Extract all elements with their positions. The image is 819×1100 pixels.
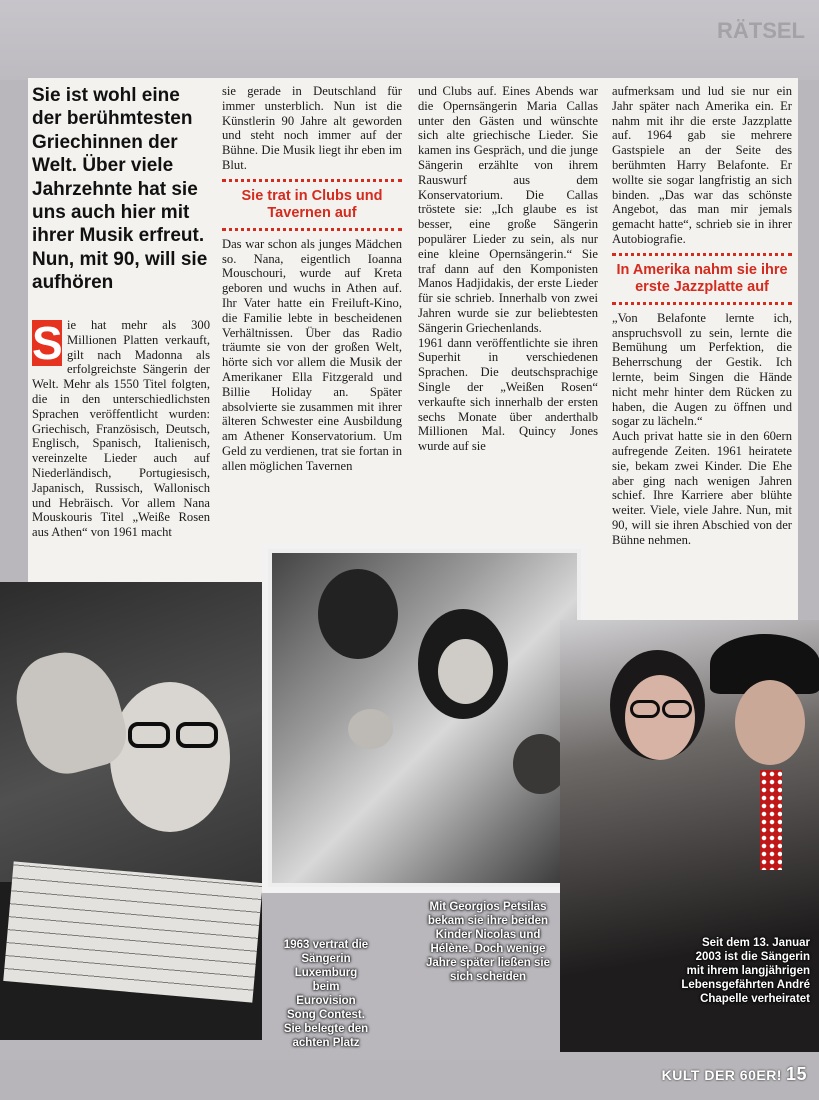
page-folio <box>662 1064 807 1085</box>
page-number: 15 <box>785 1064 807 1084</box>
caption-eurovision: 1963 vertrat die Sängerin Luxemburg beim Eurovision Song Contest. Sie belegte den achten Platz <box>283 939 369 1049</box>
column-3-text-2: 1961 dann veröffentlichte sie ihren Superhit in verschiedenen Sprachen. Die deutschsprachige Single der „Weißen Rosen“ verkaufte sich innerhalb der ersten sechs Monate über anderthalb Millionen Mal. Quincy Jones wurde auf sie <box>418 335 598 454</box>
subhead-amerika: In Amerika nahm sie ihre erste Jazzplatte auf <box>612 253 792 305</box>
column-4-text-mid: „Von Belafonte lernte ich, anspruchsvoll zu sein, lernte die Bemühung um Perfektion, die Beherrschung der Gestik. Ich lernte, beim Singen die Hände nicht mehr hinter dem Rücken zu haben, die Augen zu öffnen und sogar zu lächeln.“ <box>612 310 792 429</box>
column-3 <box>418 84 598 454</box>
ghost-header-text: RÄTSEL <box>717 18 805 43</box>
column-4 <box>612 84 792 548</box>
woman-glasses-right <box>662 700 692 718</box>
father-hair <box>318 569 398 659</box>
column-1-text: ie hat mehr als 300 Millionen Platten verkauft, gilt nach Madonna als erfolgreichste Sängerin der Welt. Mehr als 1550 Titel folgten, die in den unterschiedlichsten Sprachen veröffentlicht wurden: Griechisch, Französisch, Deutsch, Englisch, Spanisch, Italienisch, vereinzelte Lieder auch auf Niederländisch, Portugiesisch, Japanisch, Russisch, Wallonisch und Hebräisch. Vor allem Nana Mouskouris Titel „Weiße Rosen aus Athen“ von 1961 macht <box>32 318 210 540</box>
family-photo-image <box>272 553 577 883</box>
caption-couple: Seit dem 13. Januar 2003 ist die Sängerin mit ihrem langjährigen Lebensgefährten André Chapelle verheiratet <box>681 937 810 1005</box>
mother-face <box>438 639 493 704</box>
column-3-text-1: und Clubs auf. Eines Abends war die Opernsängerin Maria Callas unter den Gästen und wünschte sich alte griechische Lieder. Sie kamen ins Gespräch, und die junge Sängerin erzählte von ihrem Rauswurf aus dem Konservatorium. Die Callas tröstete sie: „Ich glaube es ist besser, eine große Sängerin populärer Lieder zu sein, als nur eine kleine Opernsängerin.“ Sie traf dann auf den Komponisten Manos Hadjidakis, der erste Lieder für sie schrieb. Innerhalb von zwei Jahren wurde sie zur beliebtesten Sängerin Griechenlands. <box>418 84 598 335</box>
baby-head <box>348 709 393 749</box>
magazine-name: KULT DER 60ER! <box>661 1067 782 1083</box>
man-face <box>735 680 805 765</box>
caption-family: Mit Georgios Petsilas bekam sie ihre beiden Kinder Nicolas und Hélène. Doch wenige Jahre später ließen sie sich scheiden <box>425 901 550 983</box>
photo-singer-eurovision <box>0 582 262 1040</box>
column-4-text-top: aufmerksam und lud sie nur ein Jahr später nach Amerika ein. Er nahm mit ihr die erste Jazzplatte auf. 1964 gab sie mehrere Gastspiele an der Seite des berühmten Harry Belafonte. Er wollte sie sogar langfristig an sich binden. „Das war das schönste Angebot, das man mir jemals gemacht hatte“, schrieb sie in ihrer Autobiografie. <box>612 84 792 246</box>
top-strip <box>0 0 819 80</box>
drop-cap: S <box>32 317 63 369</box>
sheet-music <box>3 861 262 1002</box>
glasses-left <box>128 722 170 748</box>
column-2 <box>222 84 402 474</box>
column-2-text-top: sie gerade in Deutschland für immer unsterblich. Nun ist die Künstlerin 90 Jahre alt geworden und steht noch immer auf der Bühne. Die Musik liegt ihr eben im Blut. <box>222 84 402 172</box>
woman-glasses-left <box>630 700 660 718</box>
singer-face <box>110 682 230 832</box>
photo-family <box>262 543 587 893</box>
glasses-right <box>176 722 218 748</box>
column-2-text-bottom: Das war schon als junges Mädchen so. Nana, eigentlich Ioanna Mouschouri, wurde auf Kreta geboren und wuchs in Athen auf. Ihr Vater hatte ein Freiluft-Kino, die Familie lebte in bescheidenen Verhältnissen. Über das Radio träumte sie von der großen Welt, hörte sich vor allem die Musik der Amerikaner Ella Fitzgerald und Billie Holiday an. Später absolvierte sie zusammen mit ihrer älteren Schwester eine Ausbildung am Athener Konservatorium. Um Geld zu verdienen, trat sie fortan in allen möglichen Tavernen <box>222 236 402 473</box>
lead-paragraph: Sie ist wohl eine der berühmtesten Griechinnen der Welt. Über viele Jahrzehnte hat sie uns auch hier mit ihrer Musik erfreut. Nun, mit 90, will sie aufhören <box>32 85 208 294</box>
column-4-text-bottom: Auch privat hatte sie in den 60ern aufregende Zeiten. 1961 heiratete sie, bekam zwei Kinder. Die Ehe aber ging nach wenigen Jahren schief. Ihre Karriere aber blühte weiter. Viele, viele Jahre. Nun, mit 90, will sie ihren Abschied von der Bühne nehmen. <box>612 429 792 547</box>
column-1 <box>32 318 210 540</box>
subhead-clubs: Sie trat in Clubs und Tavernen auf <box>222 179 402 231</box>
polka-dot-tie <box>760 770 782 870</box>
